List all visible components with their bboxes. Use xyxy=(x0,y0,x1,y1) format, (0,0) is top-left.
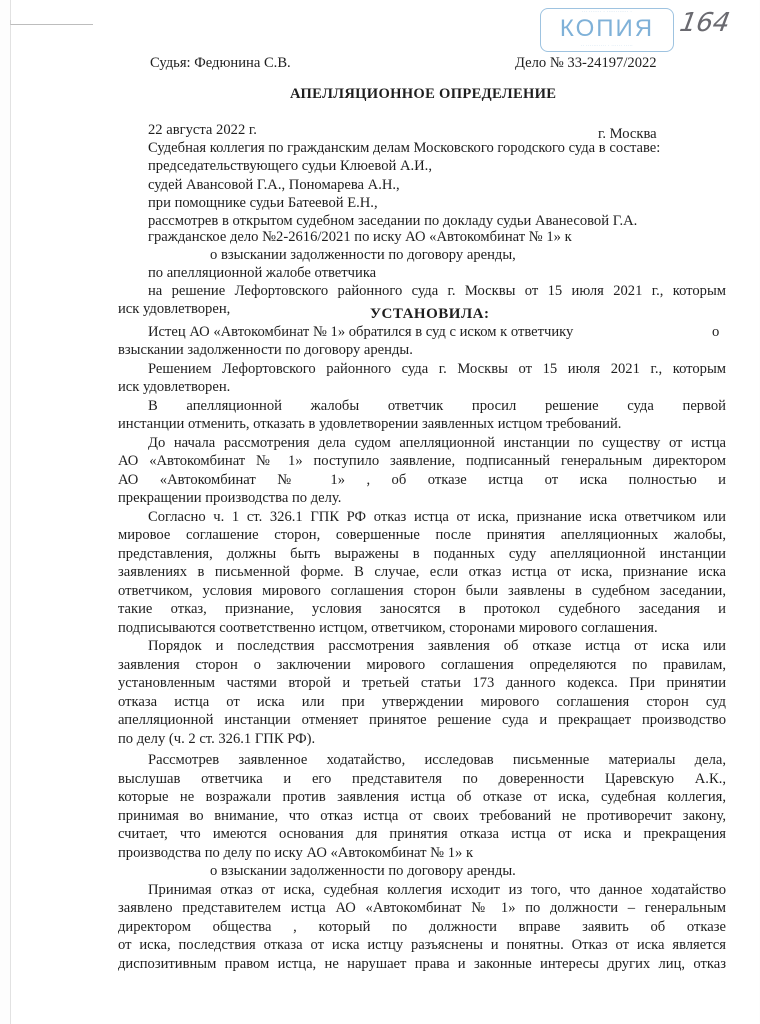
body-line: о взыскании задолженности по договору аренды. xyxy=(210,863,516,879)
body-line: апелляционной инстанции отменяет принятое решение суда и прекращает производство xyxy=(118,712,726,728)
stamp-bottom-text: ·· ··········· · ······ ····· xyxy=(580,43,634,48)
body-line: Рассмотрев заявленное ходатайство, исследовав письменные материалы дела, xyxy=(148,752,726,768)
body-line: ответчиком, условия мирового соглашения сторон были заявлены в судебном заседании, xyxy=(118,583,726,599)
body-line: которые не возражали против заявления истца об отказе от иска, судебная коллегия, xyxy=(118,789,726,805)
body-line: В апелляционной жалобы ответчик просил решение суда первой xyxy=(148,398,726,414)
body-line: Согласно ч. 1 ст. 326.1 ГПК РФ отказ истца от иска, признание иска ответчиком или xyxy=(148,509,726,525)
intro-line: при помощнике судьи Батеевой Е.Н., xyxy=(148,195,378,211)
intro-line: о взыскании задолженности по договору аренды, xyxy=(210,247,516,263)
decision-date: 22 августа 2022 г. xyxy=(148,122,257,138)
body-line: АО «Автокомбинат № 1» поступило заявление, подписанный генеральным директором xyxy=(118,453,726,469)
body-line: Истец АО «Автокомбинат № 1» обратился в суд с иском к ответчику xyxy=(148,324,574,340)
body-line: отказа истца от иска или при утверждении мирового соглашения сторон суд xyxy=(118,694,726,710)
body-line: выслушав ответчика и его представителя по доверенности Царевскую А.К., xyxy=(118,771,726,787)
judge-name: Судья: Федюнина С.В. xyxy=(150,55,291,71)
body-line: мировое соглашение сторон, совершенные после принятия апелляционных жалобы, xyxy=(118,527,726,543)
body-line: такие отказ, признание, условия заносятся в протокол судебного заседания и xyxy=(118,601,726,617)
intro-line: по апелляционной жалобе ответчика xyxy=(148,265,377,281)
intro-line: Судебная коллегия по гражданским делам Московского городского суда в составе: xyxy=(148,140,661,156)
handwritten-page-number: 164 xyxy=(677,8,733,38)
stamp-label: КОПИЯ xyxy=(559,15,655,42)
body-line: установленным частями второй и третьей статьи 173 данного кодекса. При принятии xyxy=(118,675,726,691)
body-line: производства по делу по иску АО «Автокомбинат № 1» к xyxy=(118,845,474,861)
intro-line: на решение Лефортовского районного суда г. Москвы от 15 июля 2021 г., которым xyxy=(148,283,726,299)
body-line: иск удовлетворен. xyxy=(118,379,231,395)
body-line: по делу (ч. 2 ст. 326.1 ГПК РФ). xyxy=(118,731,316,747)
intro-line: судей Авансовой Г.А., Пономарева А.Н., xyxy=(148,177,400,193)
copy-stamp xyxy=(540,8,674,52)
body-line: от иска, последствия отказа от иска истцу разъяснены и понятны. Отказ от иска является xyxy=(118,937,726,953)
body-line: заявления сторон о заключении мирового соглашения определяются по правилам, xyxy=(118,657,726,673)
intro-line: рассмотрев в открытом судебном заседании по докладу судьи Аванесовой Г.А. xyxy=(148,213,638,229)
body-line: диспозитивным правом истца, не нарушает права и законные интересы других лиц, отказ xyxy=(118,956,726,972)
body-line: представления, должны быть выражены в поданных суду апелляционной инстанции xyxy=(118,546,726,562)
intro-line: гражданское дело №2-2616/2021 по иску АО «Автокомбинат № 1» к xyxy=(148,229,572,245)
body-line: инстанции отменить, отказать в удовлетворении заявленных истцом требований. xyxy=(118,416,622,432)
body-line: считает, что имеются основания для принятия отказа истца от иска и прекращения xyxy=(118,826,726,842)
scan-edge-mark xyxy=(10,20,93,25)
stamp-top-text: ··· ······· · ············ · xyxy=(581,9,633,14)
body-line: принимая во внимание, что отказ истца от своих требований не противоречит закону, xyxy=(118,808,726,824)
document-title: АПЕЛЛЯЦИОННОЕ ОПРЕДЕЛЕНИЕ xyxy=(290,86,557,102)
body-line: прекращении производства по делу. xyxy=(118,490,342,506)
body-line: заявлениях в письменной форме. В случае, если отказ истца от иска, признание иска xyxy=(118,564,726,580)
body-line: Принимая отказ от иска, судебная коллегия исходит из того, что данное ходатайство xyxy=(148,882,726,898)
body-line: Порядок и последствия рассмотрения заявления об отказе истца от иска или xyxy=(148,638,726,654)
case-number: Дело № 33-24197/2022 xyxy=(515,55,657,71)
section-heading: УСТАНОВИЛА: xyxy=(370,306,490,322)
body-line: До начала рассмотрения дела судом апелляционной инстанции по существу от истца xyxy=(148,435,726,451)
decision-city: г. Москва xyxy=(598,126,657,142)
intro-line: председательствующего судьи Клюевой А.И., xyxy=(148,158,432,174)
intro-line: иск удовлетворен, xyxy=(118,301,231,317)
body-line: взыскании задолженности по договору аренды. xyxy=(118,342,413,358)
body-line: Решением Лефортовского районного суда г. Москвы от 15 июля 2021 г., которым xyxy=(148,361,726,377)
body-line: подписываются соответственно истцом, ответчиком, сторонами мирового соглашения. xyxy=(118,620,658,636)
body-line: директором общества , который по должности вправе заявить об отказе xyxy=(118,919,726,935)
body-line: заявлено представителем истца АО «Автокомбинат № 1» по должности – генеральным xyxy=(118,900,726,916)
body-line: АО «Автокомбинат № 1» , об отказе истца от иска полностью и xyxy=(118,472,726,488)
body-line-tail: о xyxy=(712,324,720,340)
